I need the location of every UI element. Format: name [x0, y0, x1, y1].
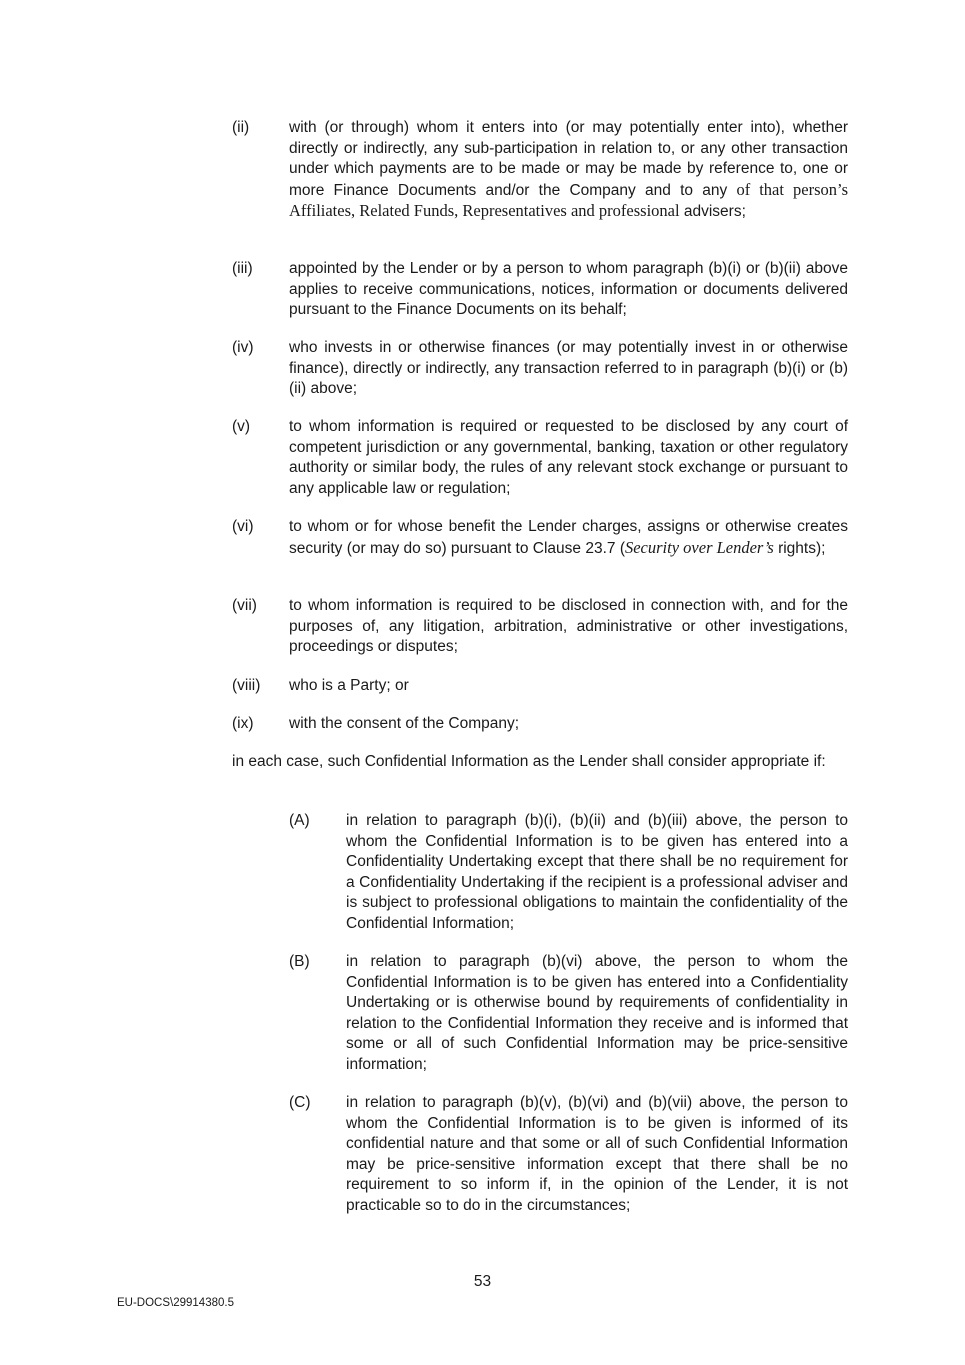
item-number: (viii)	[232, 677, 261, 694]
item-number: (vii)	[232, 597, 257, 614]
item-number: (vi)	[232, 518, 254, 535]
sub-item-number: (C)	[289, 1094, 311, 1111]
sub-item-text: in relation to paragraph (b)(v), (b)(vi) and (b)(vii) above, the person to whom the Confidential Information is to be given is informed of its confidential nature and that some or all of such Confidential Information may be price-sensitive information except that there shall be no requirement to so inform if, in the opinion of the Lender, it is not practicable so to do in the circumstances;	[346, 1094, 848, 1214]
sub-item-text: in relation to paragraph (b)(i), (b)(ii) and (b)(iii) above, the person to whom the Confidential Information is to be given has entered into a Confidentiality Undertaking except that there shall be no requirement for a Confidentiality Undertaking if the recipient is a professional adviser and is subject to professional obligations to maintain the confidentiality of the Confidential Information;	[346, 812, 848, 932]
sub-item-number: (A)	[289, 812, 310, 829]
sub-item-b	[289, 952, 848, 1076]
item-text-part: advisers;	[679, 203, 746, 221]
sub-item-a	[289, 811, 848, 935]
list-item-ix	[232, 714, 848, 735]
item-text-part: rights);	[773, 539, 826, 557]
list-item-ii	[232, 118, 848, 223]
item-text: with the consent of the Company;	[289, 715, 520, 732]
sub-item-c	[289, 1093, 848, 1217]
document-reference: EU-DOCS\29914380.5	[117, 1297, 234, 1309]
lead-in-paragraph: in each case, such Confidential Information as the Lender shall consider appropriate if:	[232, 753, 826, 770]
page-number: 53	[473, 1273, 492, 1290]
sub-item-text: in relation to paragraph (b)(vi) above, the person to whom the Confidential Information is to be given has entered into a Confidentiality Undertaking or is otherwise bound by requirements of confidentiality in relation to the Confidential Information they receive and is informed that some or all of such Confidential Information may be price-sensitive information;	[346, 953, 848, 1073]
item-text	[289, 517, 848, 559]
item-text: to whom information is required to be disclosed in connection with, and for the purposes of, any litigation, arbitration, administrative or other investigations, proceedings or disputes;	[289, 597, 848, 656]
list-item-iii	[232, 259, 848, 321]
item-number: (ix)	[232, 715, 254, 732]
list-item-vi	[232, 517, 848, 559]
item-number: (iii)	[232, 260, 253, 277]
sub-item-number: (B)	[289, 953, 310, 970]
item-number: (v)	[232, 418, 251, 435]
item-text-part-serif: of that person’s Affiliates, Related Funds, Representatives and professional	[289, 179, 848, 221]
item-text: to whom information is required or requested to be disclosed by any court of competent jurisdiction or any governmental, banking, taxation or other regulatory authority or similar body, the rules of any relevant stock exchange or pursuant to any applicable law or regulation;	[289, 418, 848, 497]
item-number: (ii)	[232, 119, 250, 136]
item-text: who invests in or otherwise finances (or may potentially invest in or otherwise finance), directly or indirectly, any transaction referred to in paragraph (b)(i) or (b)(ii) above;	[289, 339, 848, 398]
list-item-vii	[232, 596, 848, 658]
clause-title-italic: Security over Lender’s	[624, 537, 774, 557]
item-text	[289, 118, 848, 223]
item-number: (iv)	[232, 339, 254, 356]
item-text-part: to whom or for whose benefit the Lender charges, assigns or otherwise creates security (or may do so) pursuant to Clause 23.7 (	[289, 518, 848, 557]
item-text: appointed by the Lender or by a person to whom paragraph (b)(i) or (b)(ii) above applies to receive communications, notices, information or documents delivered pursuant to the Finance Documents on its behalf;	[289, 260, 848, 319]
item-text: who is a Party; or	[289, 677, 409, 694]
list-item-viii	[232, 676, 848, 697]
list-item-v	[232, 417, 848, 499]
list-item-iv	[232, 338, 848, 400]
item-text-part: with (or through) whom it enters into (or may potentially enter into), whether directly or indirectly, any sub-participation in relation to, or any other transaction under which payments are to be made or may be made by reference to, one or more Finance Documents and/or the Company and to any	[289, 119, 848, 199]
